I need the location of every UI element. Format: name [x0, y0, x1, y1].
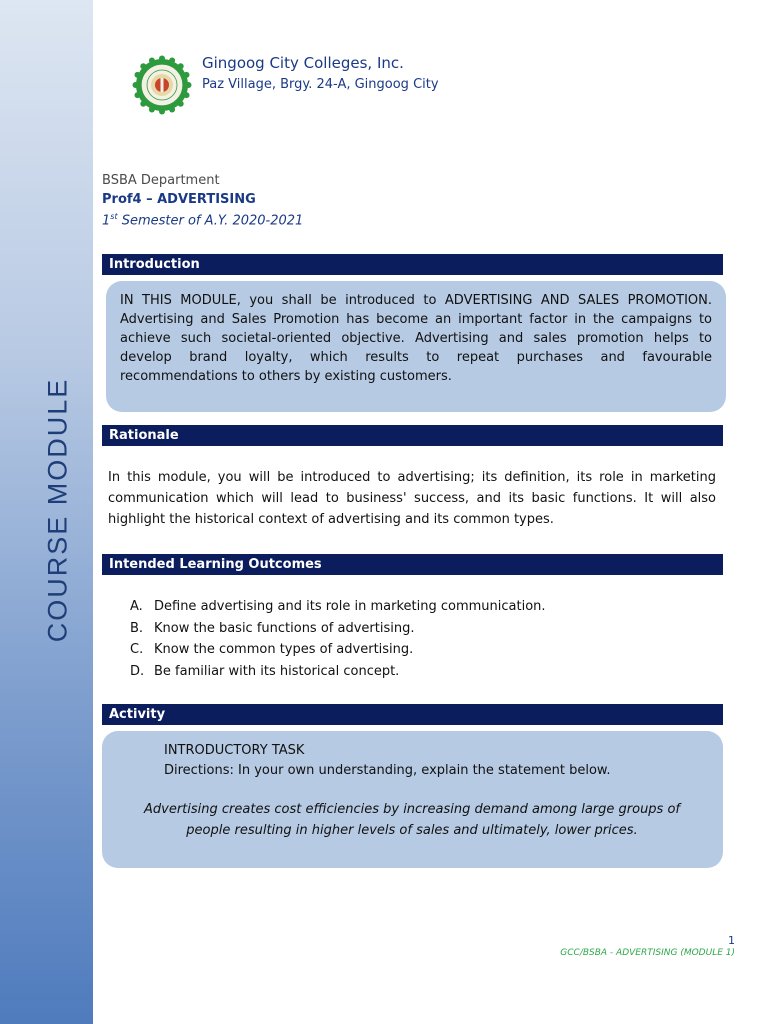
task-directions: Directions: In your own understanding, explain the statement below. [164, 763, 611, 778]
introduction-heading: Introduction [102, 254, 723, 275]
school-seal-icon [132, 55, 192, 115]
page-number: 1 [728, 934, 735, 947]
outcome-text: Know the common types of advertising. [154, 642, 414, 657]
semester-label [102, 212, 303, 228]
semester-ordinal: 1 [102, 213, 111, 229]
outcome-text: Be familiar with its historical concept. [154, 663, 400, 679]
course-title: Prof4 – ADVERTISING [102, 192, 256, 207]
outcome-item [130, 661, 690, 683]
footer-tag: GCC/BSBA - ADVERTISING (MODULE 1) [560, 948, 735, 958]
task-title: INTRODUCTORY TASK [164, 743, 305, 758]
outcome-letter: A. [130, 599, 143, 614]
semester-rest: Semester of A.Y. 2020-2021 [117, 213, 304, 229]
activity-panel [102, 731, 723, 868]
institution-name: Gingoog City Colleges, Inc. [202, 54, 404, 72]
activity-heading: Activity [102, 704, 723, 725]
outcomes-list [130, 596, 690, 682]
outcome-text: Define advertising and its role in marketing communication. [154, 599, 546, 614]
semester-suffix: st [110, 212, 118, 221]
introduction-body: IN THIS MODULE, you shall be introduced to ADVERTISING AND SALES PROMOTION. Advertising and Sales Promotion has become an important factor in the campaigns to achieve such societal-oriented objective. Advertising and sales promotion helps to develop brand loyalty, which results to repeat purchases and favourable recommendations to others by existing customers. [120, 293, 712, 384]
department-label: BSBA Department [102, 173, 220, 188]
rationale-heading: Rationale [102, 425, 723, 446]
outcome-text: Know the basic functions of advertising. [154, 620, 415, 636]
outcome-letter: C. [130, 642, 144, 657]
outcome-letter: B. [130, 620, 144, 636]
rationale-body: In this module, you will be introduced to advertising; its definition, its role in marketing communication which will lead to business' success, and its basic functions. It will also highlight the historical context of advertising and its common types. [108, 470, 716, 527]
outcomes-heading: Intended Learning Outcomes [102, 554, 723, 575]
outcome-item [130, 596, 690, 618]
introduction-panel [106, 281, 726, 412]
outcome-item [130, 639, 690, 661]
outcome-item [130, 618, 690, 640]
institution-address: Paz Village, Brgy. 24-A, Gingoog City [202, 77, 439, 92]
task-quote: Advertising creates cost efficiencies by increasing demand among large groups of people resulting in higher levels of sales and ultimately, lower prices. [144, 802, 680, 838]
side-title: COURSE MODULE [42, 377, 73, 643]
outcome-letter: D. [130, 663, 145, 679]
